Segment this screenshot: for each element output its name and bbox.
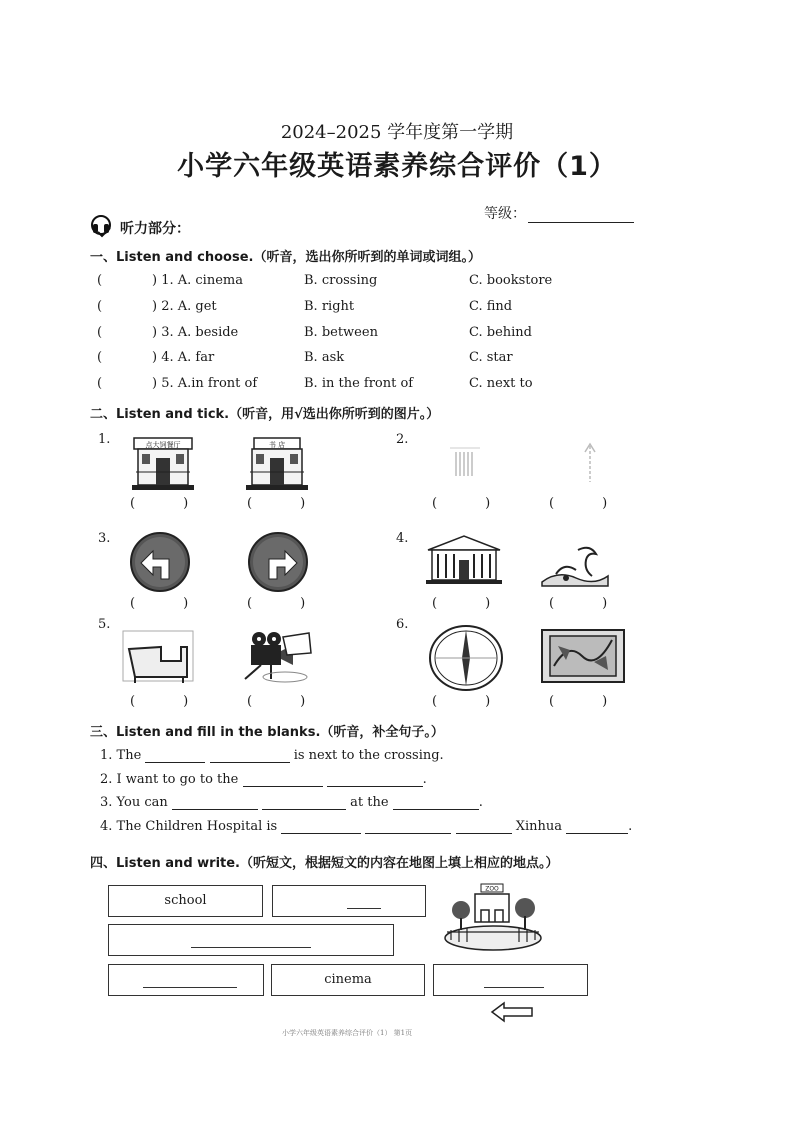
zoo-image <box>441 880 545 956</box>
bookstore-sign-text: 书 店 <box>268 441 286 449</box>
s1-item-3-c: C. behind <box>469 325 532 340</box>
blank-4b[interactable] <box>365 821 451 834</box>
fill-sentence-1: 1. The is next to the crossing. <box>100 748 444 763</box>
restaurant-sign-text: 点大饲餐厅 <box>145 441 181 449</box>
s1-item-5-a: ) 5. A.in front of <box>152 376 258 391</box>
section3-heading: 三、Listen and fill in the blanks.（听音，补全句子。） <box>90 725 444 740</box>
zoo-sign-text: ZOO <box>485 885 499 893</box>
blank-2a[interactable] <box>243 774 323 787</box>
blank-2b[interactable] <box>327 774 423 787</box>
bench-image[interactable] <box>121 627 195 689</box>
bookstore-building-image[interactable] <box>244 436 310 496</box>
blank-1a[interactable] <box>145 750 205 763</box>
blank-4c[interactable] <box>456 821 512 834</box>
s1-item-2-b: B. right <box>304 299 355 314</box>
q-number-3: 3. <box>98 531 111 546</box>
s1-paren-2[interactable]: ( <box>97 299 103 314</box>
q-number-1: 1. <box>98 432 111 447</box>
map-box-cinema-label: cinema <box>324 972 372 987</box>
cinema-projector-image[interactable] <box>241 625 315 689</box>
s1-item-2-c: C. find <box>469 299 513 314</box>
section4-heading: 四、Listen and write.（听短文，根据短文的内容在地图上填上相应的地点。） <box>90 856 559 871</box>
s1-item-4-c: C. star <box>469 350 513 365</box>
section2-heading: 二、Listen and tick.（听音，用√选出你所听到的图片。） <box>90 407 440 422</box>
left-arrow-icon <box>490 1001 534 1027</box>
s1-paren-3[interactable]: ( <box>97 325 103 340</box>
turn-right-sign-icon[interactable] <box>247 531 309 597</box>
tick-paren-1a[interactable]: ( ) <box>130 496 189 511</box>
page-title: 小学六年级英语素养综合评价（1） <box>177 151 617 182</box>
year-line: 2024–2025 学年度第一学期 <box>280 122 514 143</box>
s1-item-3-b: B. between <box>304 325 378 340</box>
s1-item-4-b: B. ask <box>304 350 345 365</box>
map-box-school-label: school <box>164 893 207 908</box>
crosswalk-image[interactable] <box>430 440 500 490</box>
s1-item-4-a: ) 4. A. far <box>152 350 215 365</box>
tick-paren-3a[interactable]: ( ) <box>130 596 189 611</box>
headphone-icon <box>90 214 116 242</box>
grade-field <box>484 203 634 223</box>
q-number-6: 6. <box>396 617 409 632</box>
fill-sentence-2: 2. I want to go to the . <box>100 772 427 787</box>
grade-label: 等级： <box>484 206 526 222</box>
map-box-school <box>108 885 263 917</box>
section1-heading: 一、Listen and choose.（听音，选出你所听到的单词或词组。） <box>90 250 481 265</box>
grade-input-line[interactable] <box>528 210 634 223</box>
map-box-blank-3[interactable] <box>108 964 264 996</box>
tick-paren-6a[interactable]: ( ) <box>432 694 491 709</box>
tick-paren-5a[interactable]: ( ) <box>130 694 189 709</box>
map-box-blank-4[interactable] <box>433 964 588 996</box>
page-footer: 小学六年级英语素养综合评价（1） 第1页 <box>282 1029 413 1037</box>
s1-item-3-a: ) 3. A. beside <box>152 325 239 340</box>
straight-arrow-image[interactable] <box>565 440 615 490</box>
q-number-5: 5. <box>98 617 111 632</box>
s1-paren-4[interactable]: ( <box>97 350 103 365</box>
s1-item-1-b: B. crossing <box>304 273 378 288</box>
tick-paren-4a[interactable]: ( ) <box>432 596 491 611</box>
tick-paren-4b[interactable]: ( ) <box>549 596 608 611</box>
blank-1b[interactable] <box>210 750 290 763</box>
s1-item-5-c: C. next to <box>469 376 533 391</box>
restaurant-building-image[interactable] <box>130 436 196 496</box>
s1-item-2-a: ) 2. A. get <box>152 299 217 314</box>
q-number-4: 4. <box>396 531 409 546</box>
map-picture-image[interactable] <box>540 626 626 690</box>
listening-part-label <box>90 214 190 242</box>
map-box-cinema <box>271 964 425 996</box>
tick-paren-1b[interactable]: ( ) <box>247 496 306 511</box>
blank-3a[interactable] <box>172 797 258 810</box>
compass-icon[interactable] <box>426 622 506 696</box>
museum-image[interactable] <box>424 528 504 592</box>
tick-paren-5b[interactable]: ( ) <box>247 694 306 709</box>
tick-paren-3b[interactable]: ( ) <box>247 596 306 611</box>
s1-item-1-a: ) 1. A. cinema <box>152 273 243 288</box>
fill-sentence-3: 3. You can at the . <box>100 795 483 810</box>
map-box-blank-2[interactable] <box>108 924 394 956</box>
q-number-2: 2. <box>396 432 409 447</box>
blank-3c[interactable] <box>393 797 479 810</box>
tick-paren-6b[interactable]: ( ) <box>549 694 608 709</box>
tick-paren-2b[interactable]: ( ) <box>549 496 608 511</box>
tick-paren-2a[interactable]: ( ) <box>432 496 491 511</box>
listening-part-text: 听力部分： <box>120 221 190 237</box>
s1-paren-1[interactable]: ( <box>97 273 103 288</box>
s1-item-5-b: B. in the front of <box>304 376 414 391</box>
fill-sentence-4: 4. The Children Hospital is Xinhua . <box>100 819 633 834</box>
s1-item-1-c: C. bookstore <box>469 273 553 288</box>
s1-paren-5[interactable]: ( <box>97 376 103 391</box>
blank-3b[interactable] <box>262 797 346 810</box>
blank-4d[interactable] <box>566 821 628 834</box>
park-image[interactable] <box>538 540 612 594</box>
map-box-blank-1[interactable] <box>272 885 426 917</box>
turn-left-sign-icon[interactable] <box>129 531 191 597</box>
blank-4a[interactable] <box>281 821 361 834</box>
